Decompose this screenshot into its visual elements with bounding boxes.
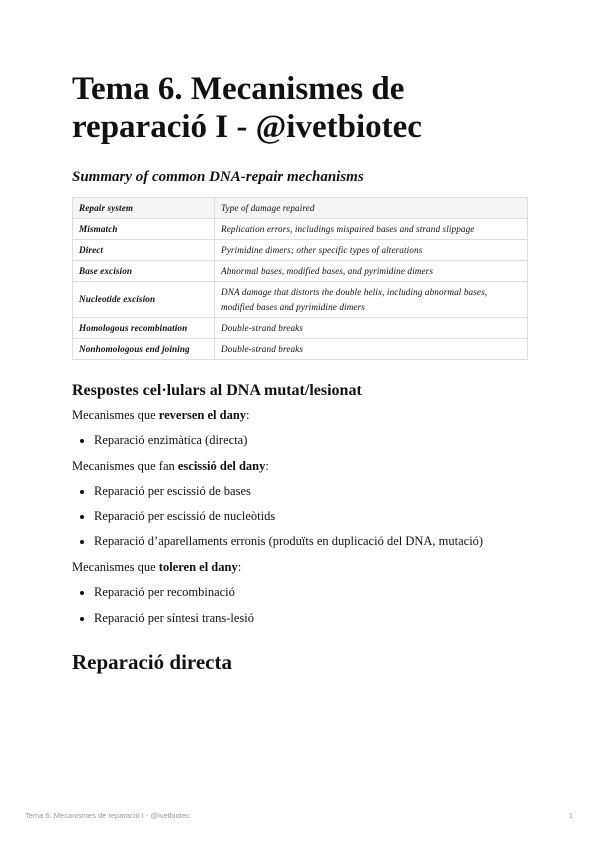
text: Mecanismes que [72, 560, 159, 574]
table-cell-system: Direct [73, 240, 215, 261]
table-cell-damage: Replication errors, includings mispaired bases and strand slippage [215, 219, 528, 240]
list-item [72, 534, 483, 549]
table-caption: Summary of common DNA-repair mechanisms [72, 169, 364, 185]
table-cell-damage: Pyrimidine dimers; other specific types of alterations [215, 240, 528, 261]
section-heading-cellular-responses: Respostes cel·lulars al DNA mutat/lesionat [72, 382, 362, 399]
table-header-cell: Repair system [73, 198, 215, 219]
text: Mecanismes que fan [72, 459, 178, 473]
paragraph-reverse-damage [72, 408, 250, 423]
page-title: Tema 6. Mecanismes de reparació I - @ivetbiotec [72, 71, 422, 145]
list-item [72, 509, 275, 524]
list-item [72, 585, 235, 600]
text: Mecanismes que [72, 408, 159, 422]
table-row [73, 282, 528, 318]
bullet-icon [80, 439, 84, 443]
bullet-icon [80, 515, 84, 519]
list-item-text: Reparació per recombinació [94, 585, 235, 599]
list-item [72, 611, 254, 626]
list-item [72, 484, 251, 499]
table-row [73, 219, 528, 240]
table-cell-system: Nonhomologous end joining [73, 339, 215, 360]
bullet-icon [80, 490, 84, 494]
text: : [237, 560, 242, 574]
table-row [73, 240, 528, 261]
table-header-cell: Type of damage repaired [215, 198, 528, 219]
list-item-text: Reparació per escissió de nucleòtids [94, 509, 276, 523]
list-item-text: Reparació per escissió de bases [94, 484, 251, 498]
paragraph-excision-damage [72, 459, 269, 474]
table-cell-damage: Double-strand breaks [215, 339, 528, 360]
footer-page-number: 1 [568, 811, 573, 820]
list-item [72, 433, 247, 448]
repair-mechanisms-table [72, 197, 528, 360]
table-cell-system: Base excision [73, 261, 215, 282]
table-row [73, 318, 528, 339]
text: : [246, 408, 250, 422]
list-item-text: Reparació per síntesi trans-lesió [94, 611, 255, 625]
bullet-icon [80, 617, 84, 621]
table-cell-system: Homologous recombination [73, 318, 215, 339]
table-row [73, 339, 528, 360]
section-heading-direct-repair: Reparació directa [72, 650, 232, 674]
table-header-row [73, 198, 528, 219]
table-row [73, 261, 528, 282]
table-cell-damage: Double-strand breaks [215, 318, 528, 339]
bullet-icon [80, 591, 84, 595]
table-cell-damage: DNA damage that distorts the double helix, including abnormal bases, modified bases and pyrimidine dimers [215, 282, 528, 318]
table-cell-damage: Abnormal bases, modified bases, and pyrimidine dimers [215, 261, 528, 282]
list-item-text: Reparació enzimàtica (directa) [94, 433, 248, 447]
paragraph-tolerate-damage [72, 560, 241, 575]
bullet-icon [80, 540, 84, 544]
emphasis: reversen el dany [158, 408, 247, 422]
footer-title: Tema 6. Mecanismes de reparació I - @ivetbiotec [25, 811, 190, 820]
text: : [265, 459, 269, 473]
list-item-text: Reparació d’aparellaments erronis (produïts en duplicació del DNA, mutació) [94, 534, 484, 548]
table-cell-system: Nucleotide excision [73, 282, 215, 318]
emphasis: toleren el dany [158, 560, 238, 574]
emphasis: escissió del dany [177, 459, 266, 473]
table-cell-system: Mismatch [73, 219, 215, 240]
